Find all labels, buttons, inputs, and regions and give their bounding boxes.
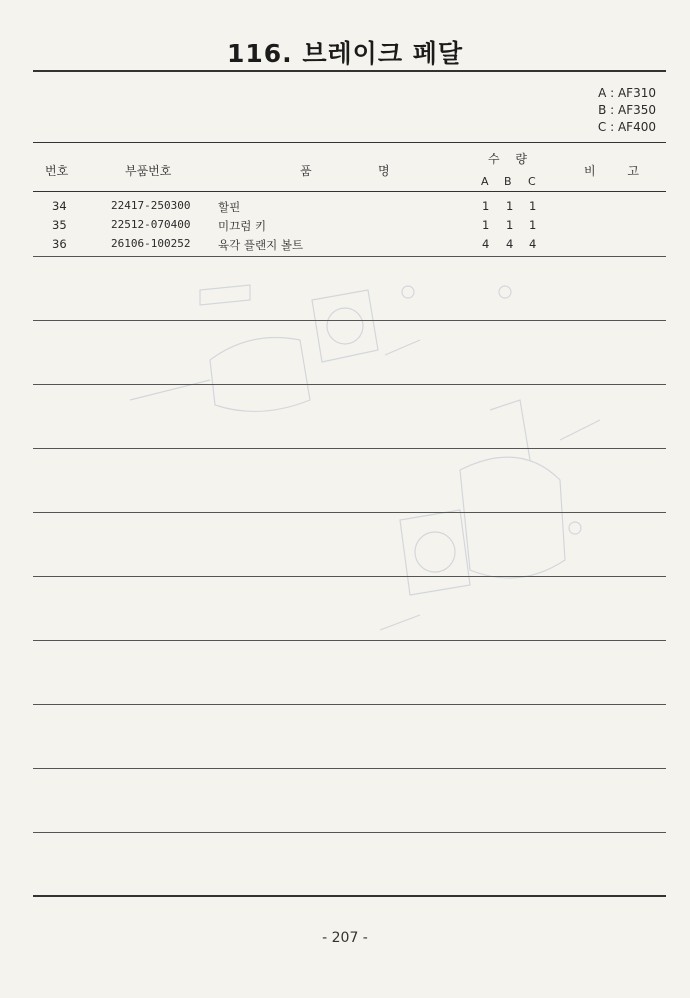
header-name-2: 명 [378,164,390,178]
row-name: 할핀 [218,200,241,214]
row-name: 미끄럼 키 [218,219,267,233]
row-no: 36 [52,237,67,251]
model-legend-item: C : AF400 [597,120,656,134]
row-qty-a: 4 [482,237,490,251]
title-rule [33,70,666,72]
row-qty-c: 1 [529,199,537,213]
row-qty-a: 1 [482,218,490,232]
row-divider [33,576,666,577]
table-top-rule [33,142,666,143]
row-divider [33,320,666,321]
row-divider [33,832,666,833]
model-legend-item: B : AF350 [598,103,656,117]
row-qty-c: 4 [529,237,537,251]
header-remarks: 비 고 [584,164,653,178]
row-no: 34 [52,199,67,213]
page-title: 116. 브레이크 페달 [227,39,463,68]
row-divider [33,384,666,385]
row-divider [33,448,666,449]
row-qty-a: 1 [482,199,490,213]
model-legend [598,85,656,136]
row-no: 35 [52,218,67,232]
row-divider [33,768,666,769]
row-name: 육각 플랜지 볼트 [218,238,304,252]
header-name-1: 품 [300,164,312,178]
model-legend-item: A : AF310 [598,86,656,100]
table-row [0,218,690,234]
header-col-b: B [504,175,512,188]
row-qty-c: 1 [529,218,537,232]
header-bottom-rule [33,191,666,192]
page-number: - 207 - [322,930,368,946]
header-col-a: A [481,175,489,188]
header-col-c: C [528,175,536,188]
table-row [0,237,690,253]
row-part-no: 26106-100252 [111,237,191,250]
row-divider [33,512,666,513]
row-qty-b: 1 [506,199,514,213]
row-qty-b: 1 [506,218,514,232]
header-quantity: 수 량 [488,152,533,166]
table-row [0,199,690,215]
row-divider [33,704,666,705]
header-part-no: 부품번호 [125,164,172,178]
header-no: 번호 [45,164,69,178]
row-part-no: 22417-250300 [111,199,191,212]
row-qty-b: 4 [506,237,514,251]
row-divider [33,256,666,257]
row-divider [33,640,666,641]
table-bottom-rule [33,895,666,897]
row-part-no: 22512-070400 [111,218,191,231]
